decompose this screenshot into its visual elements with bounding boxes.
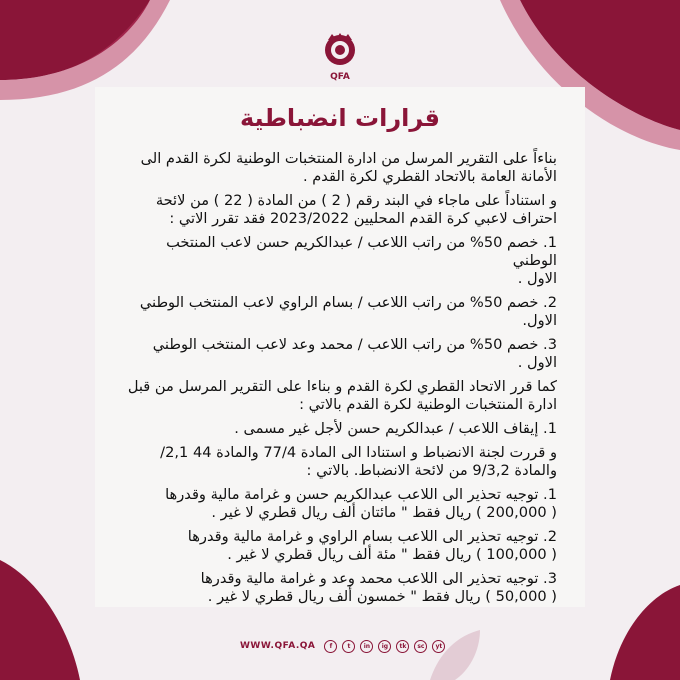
qfa-logo-text: QFA xyxy=(330,72,350,82)
text-line: احتراف لاعبي كرة القدم المحليين 2023/2022 فقد تقرر الاتي : xyxy=(169,210,557,227)
text-line: 2. خصم 50% من راتب اللاعب / بسام الراوي لاعب المنتخب الوطني xyxy=(139,294,557,311)
page-title: قرارات انضباطية xyxy=(239,104,441,132)
footer xyxy=(240,639,445,653)
text-line: 1. إيقاف اللاعب / عبدالكريم حسن لأجل غير مسمى . xyxy=(234,420,557,437)
salary-deduction-item-1 xyxy=(125,234,557,288)
fine-item-3 xyxy=(125,570,557,606)
twitter-icon[interactable]: t xyxy=(342,640,355,653)
salary-deduction-item-3 xyxy=(125,336,557,372)
disciplinary-committee-paragraph xyxy=(125,444,557,480)
snapchat-icon[interactable]: sc xyxy=(414,640,427,653)
bottom-center-petal xyxy=(430,630,480,680)
bottom-right-petal xyxy=(610,585,680,680)
youtube-icon[interactable]: yt xyxy=(432,640,445,653)
federation-decision-paragraph xyxy=(125,378,557,414)
qfa-emblem-icon xyxy=(310,28,370,72)
fine-item-1 xyxy=(125,486,557,522)
qfa-logo xyxy=(310,28,370,82)
linkedin-icon[interactable]: in xyxy=(360,640,373,653)
text-line: الاول . xyxy=(517,270,557,287)
fine-item-2 xyxy=(125,528,557,564)
suspension-item-1 xyxy=(125,420,557,438)
salary-deduction-item-2 xyxy=(125,294,557,330)
decision-text xyxy=(125,150,557,612)
text-line: 1. خصم 50% من راتب اللاعب / عبدالكريم حسن لاعب المنتخب الوطني xyxy=(166,234,557,269)
text-line: و قررت لجنة الانضباط و استنادا الى المادة 77/4 والمادة 44 2,1/ xyxy=(160,444,557,461)
text-line: و استناداً على ماجاء في البند رقم ( 2 ) من المادة ( 22 ) من لائحة xyxy=(155,192,557,209)
text-line: كما قرر الاتحاد القطري لكرة القدم و بناءا على التقرير المرسل من قبل xyxy=(127,378,557,395)
text-line: ( 50,000 ) ريال فقط " خمسون ألف ريال قطري لا غير . xyxy=(207,588,557,605)
text-line: 3. خصم 50% من راتب اللاعب / محمد وعد لاعب المنتخب الوطني الاول . xyxy=(152,336,557,371)
text-line: والمادة 9/3,2 من لائحة الانضباط. بالاتي : xyxy=(306,462,557,479)
text-line: ( 200,000 ) ريال فقط " مائتان ألف ريال قطري لا غير . xyxy=(211,504,557,521)
website-link[interactable]: WWW.QFA.QA xyxy=(240,641,316,651)
text-line: ( 100,000 ) ريال فقط " مئة ألف ريال قطري لا غير . xyxy=(227,546,557,563)
bottom-left-petal xyxy=(0,560,80,680)
text-line: الأمانة العامة بالاتحاد القطري لكرة القدم . xyxy=(302,168,557,185)
tiktok-icon[interactable]: tk xyxy=(396,640,409,653)
instagram-icon[interactable]: ig xyxy=(378,640,391,653)
intro-paragraph xyxy=(125,150,557,186)
text-line: الاول. xyxy=(522,312,557,329)
text-line: بناءاً على التقرير المرسل من ادارة المنتخبات الوطنية لكرة القدم الى xyxy=(140,150,557,167)
text-line: ادارة المنتخبات الوطنية لكرة القدم بالاتي : xyxy=(299,396,557,413)
legal-basis-paragraph xyxy=(125,192,557,228)
text-line: 1. توجيه تحذير الى اللاعب عبدالكريم حسن و غرامة مالية وقدرها xyxy=(165,486,557,503)
text-line: 2. توجيه تحذير الى اللاعب بسام الراوي و غرامة مالية وقدرها xyxy=(187,528,557,545)
facebook-icon[interactable]: f xyxy=(324,640,337,653)
text-line: 3. توجيه تحذير الى اللاعب محمد وعد و غرامة مالية وقدرها xyxy=(200,570,557,587)
